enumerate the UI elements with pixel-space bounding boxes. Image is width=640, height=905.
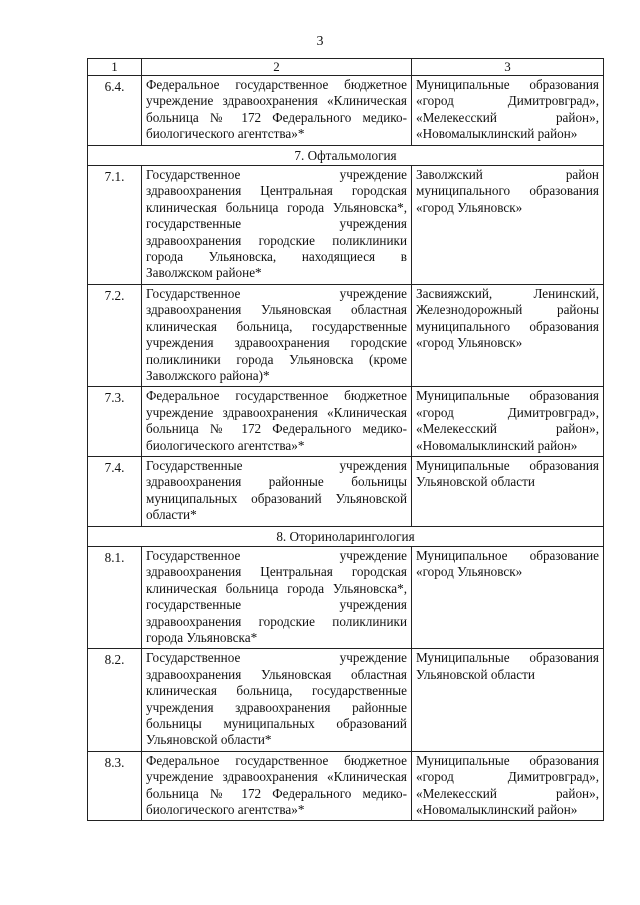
institution-cell: Федеральное государственное бюджетное учреждение здравоохранения «Клиническая больница № 172 Федерального медико-биологического агентства»*: [142, 76, 412, 146]
territory-cell: Заволжский район муниципального образования «город Ульяновск»: [412, 166, 604, 285]
table-row: [88, 76, 604, 146]
row-number: 8.1.: [88, 546, 142, 648]
territory-cell: Муниципальное образование «город Ульяновск»: [412, 546, 604, 648]
table-row: [88, 456, 604, 526]
table-header-row: [88, 59, 604, 76]
row-number: 7.2.: [88, 284, 142, 386]
row-number: 7.3.: [88, 387, 142, 457]
institution-cell: Федеральное государственное бюджетное учреждение здравоохранения «Клиническая больница № 172 Федерального медико-биологического агентства»*: [142, 387, 412, 457]
table-row: [88, 649, 604, 751]
territory-cell: Муниципальные образования «город Димитровград», «Мелекесский район», «Новомалыклинский район»: [412, 387, 604, 457]
section-title: 8. Оториноларингология: [88, 526, 604, 546]
institution-cell: Государственное учреждение здравоохранения Центральная городская клиническая больница города Ульяновска*, государственные учреждения здравоохранения городские поликлиники города Ульяновска*: [142, 546, 412, 648]
page-number: 3: [316, 34, 324, 49]
territory-cell: Муниципальные образования «город Димитровград», «Мелекесский район», «Новомалыклинский район»: [412, 76, 604, 146]
institution-cell: Государственное учреждение здравоохранения Ульяновская областная клиническая больница, государственные учреждения здравоохранения городские поликлиники города Ульяновска (кроме Заволжского района)*: [142, 284, 412, 386]
table-row: [88, 546, 604, 648]
row-number: 6.4.: [88, 76, 142, 146]
section-header-row: [88, 145, 604, 165]
header-col-1: 1: [88, 59, 142, 76]
table-row: [88, 166, 604, 285]
institution-cell: Государственное учреждение здравоохранения Центральная городская клиническая больница города Ульяновска*, государственные учреждения здравоохранения городские поликлиники города Ульяновска, находящиеся в Заволжском районе*: [142, 166, 412, 285]
territory-cell: Муниципальные образования Ульяновской области: [412, 649, 604, 751]
row-number: 7.1.: [88, 166, 142, 285]
row-number: 8.2.: [88, 649, 142, 751]
territory-cell: Засвияжский, Ленинский, Железнодорожный районы муниципального образования «город Ульяновск»: [412, 284, 604, 386]
institution-cell: Государственные учреждения здравоохранения районные больницы муниципальных образований Ульяновской области*: [142, 456, 412, 526]
table-row: [88, 284, 604, 386]
header-col-3: 3: [412, 59, 604, 76]
table-row: [88, 387, 604, 457]
table-row: [88, 751, 604, 821]
territory-cell: Муниципальные образования «город Димитровград», «Мелекесский район», «Новомалыклинский район»: [412, 751, 604, 821]
section-header-row: [88, 526, 604, 546]
section-title: 7. Офтальмология: [88, 145, 604, 165]
header-col-2: 2: [142, 59, 412, 76]
referral-table: [87, 58, 604, 821]
row-number: 8.3.: [88, 751, 142, 821]
institution-cell: Государственное учреждение здравоохранения Ульяновская областная клиническая больница, государственные учреждения здравоохранения районные больницы муниципальных образований Ульяновской области*: [142, 649, 412, 751]
row-number: 7.4.: [88, 456, 142, 526]
territory-cell: Муниципальные образования Ульяновской области: [412, 456, 604, 526]
institution-cell: Федеральное государственное бюджетное учреждение здравоохранения «Клиническая больница № 172 Федерального медико-биологического агентства»*: [142, 751, 412, 821]
referral-table-body: [88, 59, 604, 821]
